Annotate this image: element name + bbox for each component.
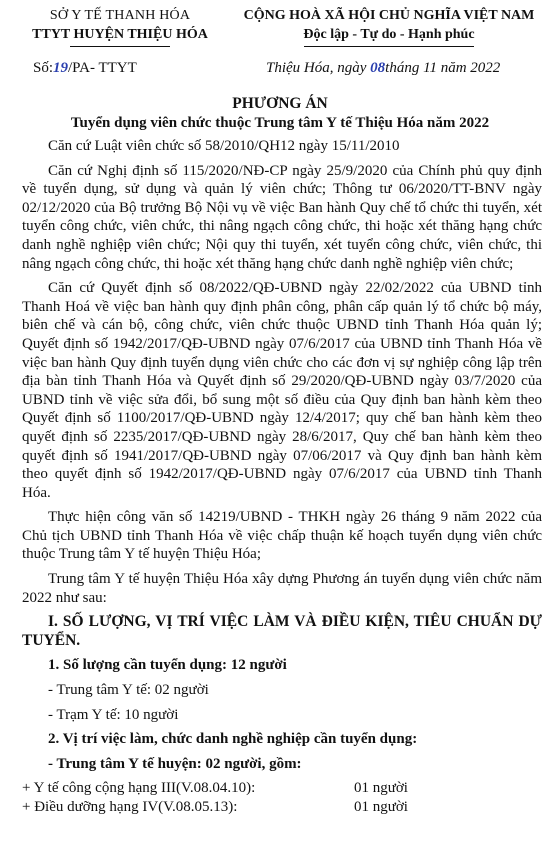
date-place: Thiệu Hóa, ngày (266, 60, 371, 76)
agency-name: TTYT HUYỆN THIỆU HÓA (32, 27, 208, 42)
document-header (0, 6, 560, 46)
handwritten-number: 19 (53, 60, 69, 76)
item-quantity: 1. Số lượng cần tuyển dụng: 12 người (48, 657, 287, 674)
position-row (22, 779, 542, 798)
item-quantity-center: - Trung tâm Y tế: 02 người (48, 682, 209, 699)
position-count: 01 người (354, 799, 408, 815)
document-body (22, 137, 542, 817)
document-subtitle: Tuyển dụng viên chức thuộc Trung tâm Y tế Thiệu Hóa năm 2022 (70, 115, 490, 131)
paragraph-legal-basis-3: Căn cứ Quyết định số 08/2022/QĐ-UBND ngày 22/02/2022 của UBND tỉnh Thanh Hoá về việc ban hành quy định phân công, phân cấp quản lý tổ chức bộ máy, biên chế và cán bộ, công chức, viên chức thuộc UBND tỉnh Thanh Hóa quản lý; Quyết định số 1942/2017/QĐ-UBND ngày 07/6/2017 của UBND tỉnh Thanh Hóa về việc ban hành Quy định tuyển dụng viên chức cho các đơn vị sự nghiệp công lập trên địa bàn tỉnh Thanh Hóa và Quyết định số 29/2020/QĐ-UBND ngày 03/7/2020 của UBND tỉnh về việc sửa đổi, bổ sung một số điều của Quy định ban hành kèm theo Quyết định số 1100/2017/QĐ-UBND ngày 12/4/2017; quy chế ban hành kèm theo quyết định số 2235/2017/QĐ-UBND ngày 28/6/2017, Quy chế ban hành kèm theo quyết định số 1941/2017/QĐ-UBND ngày 07/06/2017 và Quy định ban hành kèm theo quyết định số 1942/2017/QĐ-UBND ngày 07/6/2017 của UBND tỉnh Thanh Hóa. (22, 280, 542, 501)
issuing-agency (10, 6, 230, 44)
date-rest: tháng 11 năm 2022 (385, 60, 501, 76)
document-date (266, 60, 500, 77)
item-positions-center: - Trung tâm Y tế huyện: 02 người, gồm: (48, 755, 302, 772)
section-heading: I. SỐ LƯỢNG, VỊ TRÍ VIỆC LÀM VÀ ĐIỀU KIỆN, TIÊU CHUẨN DỰ TUYỂN. (22, 613, 542, 649)
position-count: 01 người (354, 780, 408, 797)
position-row (22, 798, 542, 817)
motto: Độc lập - Tự do - Hạnh phúc (303, 27, 475, 42)
document-title: PHƯƠNG ÁN (232, 95, 328, 112)
position-name: + Y tế công cộng hạng III(V.08.04.10): (22, 780, 256, 797)
national-motto (218, 6, 560, 44)
item-quantity-stations: - Trạm Y tế: 10 người (48, 706, 179, 723)
document-number (33, 60, 137, 77)
handwritten-day: 08 (370, 60, 386, 76)
agency-underline (70, 46, 170, 47)
number-suffix: /PA- TTYT (68, 60, 137, 76)
paragraph-implementation: Thực hiện công văn số 14219/UBND - THKH ngày 26 tháng 9 năm 2022 của Chủ tịch UBND tỉnh Thanh Hóa về việc chấp thuận kế hoạch tuyển dụng viên chức thuộc Trung tâm Y tế huyện Thiệu Hóa; (22, 509, 542, 563)
paragraph-intro: Trung tâm Y tế huyện Thiệu Hóa xây dựng Phương án tuyển dụng viên chức năm 2022 như sau: (22, 571, 542, 606)
agency-parent: SỞ Y TẾ THANH HÓA (49, 8, 191, 23)
item-positions: 2. Vị trí việc làm, chức danh nghề nghiệp cần tuyển dụng: (48, 731, 418, 748)
paragraph-legal-basis-2: Căn cứ Nghị định số 115/2020/NĐ-CP ngày 25/9/2020 của Chính phủ quy định về tuyển dụng, sử dụng và quản lý viên chức; Thông tư 06/2020/TT-BNV ngày 02/12/2020 của Bộ trưởng Bộ Nội vụ về việc Ban hành Quy chế tổ chức thi tuyển, xét tuyển công chức, viên chức, thi nâng ngạch công chức, thi hoặc xét thăng hạng chức danh nghề nghiệp viên chức; Nội quy thi tuyển, xét tuyển công chức, viên chức, thi nâng ngạch công chức, thi hoặc xét thăng hạng chức danh nghề nghiệp viên chức; (22, 162, 542, 272)
number-prefix: Số: (33, 60, 54, 76)
paragraph-legal-basis-1: Căn cứ Luật viên chức số 58/2010/QH12 ngày 15/11/2010 (48, 138, 400, 154)
position-name: + Điều dưỡng hạng IV(V.08.05.13): (22, 799, 238, 815)
country-name: CỘNG HOÀ XÃ HỘI CHỦ NGHĨA VIỆT NAM (243, 8, 535, 23)
motto-underline (304, 46, 474, 47)
